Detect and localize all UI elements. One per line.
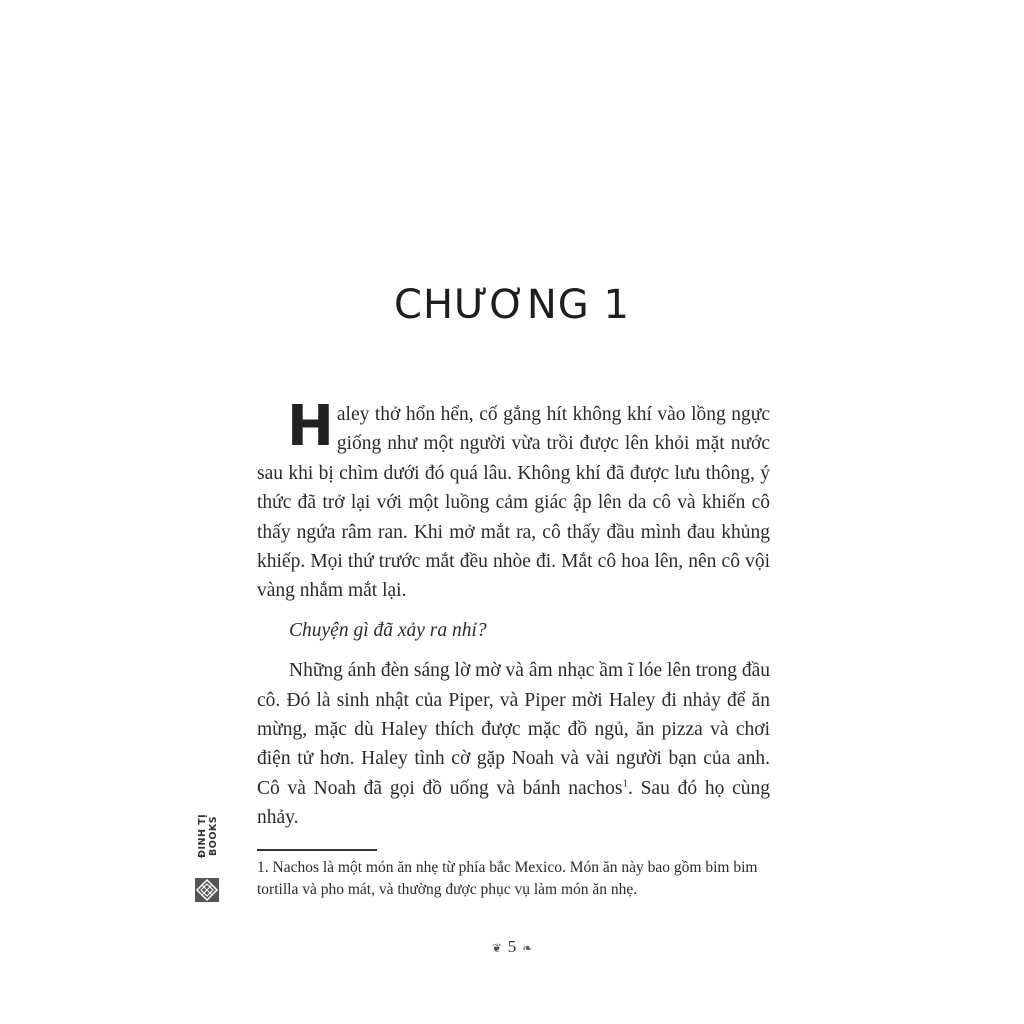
footnote-reference[interactable]: 1 xyxy=(622,777,628,790)
publisher-name: ĐINH TỊ BOOKS xyxy=(197,813,219,859)
paragraph-3-text-after: . Sau đó họ cùng nhảy. xyxy=(257,777,770,829)
page-number-row xyxy=(0,937,1024,957)
footnote: 1. Nachos là một món ăn nhẹ từ phía bắc Mexico. Món ăn này bao gồm bim bim tortilla và pho mát, và thường được phục vụ làm món ăn nhẹ. xyxy=(257,859,758,898)
chapter-title: CHƯƠNG 1 xyxy=(394,282,630,328)
paragraph-2-italic: Chuyện gì đã xảy ra nhỉ? xyxy=(289,619,487,641)
page-number: 5 xyxy=(507,937,517,956)
paragraph-1 xyxy=(257,394,770,606)
paragraph-3-text-before: Những ánh đèn sáng lờ mờ và âm nhạc ầm ĩ lóe lên trong đầu cô. Đó là sinh nhật của Piper, và Piper mời Haley đi nhảy để ăn mừng, mặc dù Haley thích được mặc đồ ngủ, ăn pizza và chơi điện tử hơn. Haley tình cờ gặp Noah và vài người bạn của anh. Cô và Noah đã gọi đồ uống và bánh nachos xyxy=(257,660,770,799)
footnote-divider xyxy=(257,849,377,851)
ornament-right-icon: ❧ xyxy=(522,940,533,955)
paragraph-3 xyxy=(257,656,770,832)
paragraph-1-text: aley thở hổn hển, cố gắng hít không khí vào lồng ngực giống như một người vừa trồi được lên khỏi mặt nước sau khi bị chìm dưới đó quá lâu. Không khí đã được lưu thông, ý thức đã trở lại với một luồng cảm giác ập lên da cô và khiến cô thấy ngứa râm ran. Khi mở mắt ra, cô thấy đầu mình đau khủng khiếp. Mọi thứ trước mắt đều nhòe đi. Mắt cô hoa lên, nên cô vội vàng nhắm mắt lại. xyxy=(257,404,770,602)
diamond-lattice-icon xyxy=(195,878,219,902)
drop-cap: H xyxy=(287,394,334,459)
ornament-left-icon: ❦ xyxy=(491,940,502,955)
body-text xyxy=(257,394,770,833)
publisher-mark xyxy=(193,800,221,902)
